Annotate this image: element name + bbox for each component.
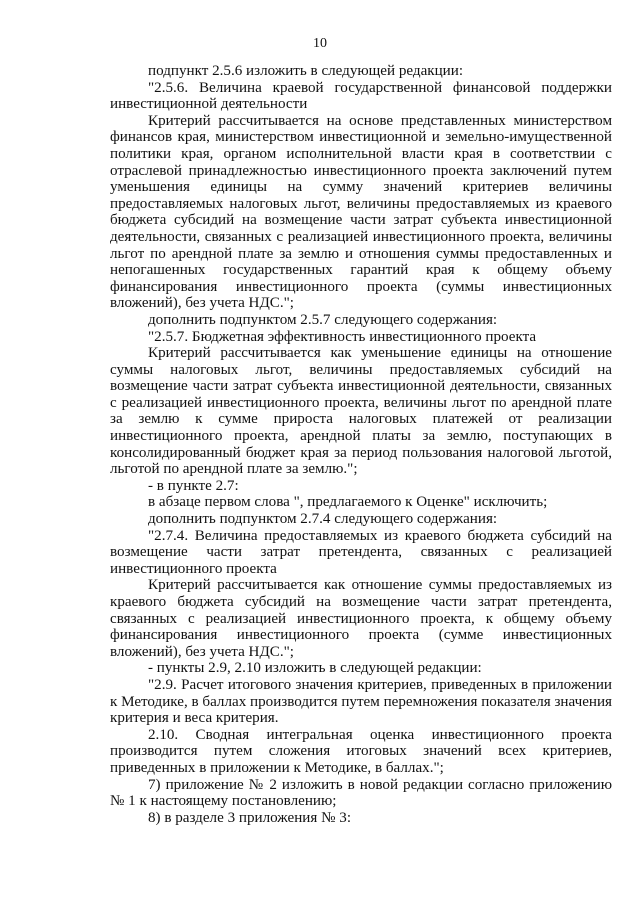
paragraph: дополнить подпунктом 2.5.7 следующего содержания: bbox=[148, 311, 498, 328]
page-number: 10 bbox=[313, 36, 327, 51]
paragraph: 2.10. Сводная интегральная оценка инвестиционного проекта производится путем сложения итоговых значений всех критериев, приведенных в приложении к Методике, в баллах."; bbox=[110, 726, 612, 776]
paragraph: в абзаце первом слова ", предлагаемого к Оценке" исключить; bbox=[148, 494, 548, 511]
paragraph: Критерий рассчитывается как отношение суммы предоставляемых из краевого бюджета субсидий на возмещение части затрат претендента, связанных с реализацией инвестиционного проекта, к общему объему финансирования инвестиционного проекта (сумме инвестиционных вложений), без учета НДС."; bbox=[110, 577, 612, 660]
paragraph: "2.5.7. Бюджетная эффективность инвестиционного проекта bbox=[148, 328, 537, 345]
paragraph: "2.9. Расчет итогового значения критериев, приведенных в приложении к Методике, в баллах производится путем перемножения показателя значения критерия и веса критерия. bbox=[110, 676, 612, 727]
document-body bbox=[110, 63, 612, 826]
paragraph: дополнить подпунктом 2.7.4 следующего содержания: bbox=[148, 511, 498, 528]
paragraph: подпункт 2.5.6 изложить в следующей редакции: bbox=[148, 63, 464, 79]
paragraph: Критерий рассчитывается как уменьшение единицы на отношение суммы налоговых льгот, величины предоставляемых субсидий на возмещение части затрат субъекта инвестиционной деятельности, связанных с реализацией инвестиционного проекта, величины льгот по арендной плате за землю к сумме прироста налоговых платежей от реализации инвестиционного проекта, арендной платы за землю, поступающих в консолидированный бюджет края за период пользования налоговой льготой, льготой по арендной плате за землю."; bbox=[110, 345, 612, 478]
paragraph: 7) приложение № 2 изложить в новой редакции согласно приложению № 1 к настоящему постановлению; bbox=[110, 776, 612, 810]
paragraph: "2.5.6. Величина краевой государственной финансовой поддержки инвестиционной деятельности bbox=[110, 79, 612, 113]
paragraph: - пункты 2.9, 2.10 изложить в следующей редакции: bbox=[148, 660, 482, 677]
paragraph: Критерий рассчитывается на основе представленных министерством финансов края, министерством инвестиционной и земельно-имущественной политики края, органом исполнительной власти края в соответствии с отраслевой принадлежностью инвестиционного проекта заключений путем уменьшения единицы на сумму значений критериев величины предоставляемых налоговых льгот, величины предоставляемых из краевого бюджета субсидий на возмещение части затрат субъекта инвестиционной деятельности, связанных с реализацией инвестиционного проекта, величины льгот по арендной плате за землю и отношения суммы предоставленных и непогашенных государственных гарантий края к общему объему финансирования инвестиционного проекта (суммы инвестиционных вложений), без учета НДС."; bbox=[110, 112, 612, 312]
paragraph: - в пункте 2.7: bbox=[148, 477, 239, 494]
paragraph: "2.7.4. Величина предоставляемых из краевого бюджета субсидий на возмещение части затрат претендента, связанных с реализацией инвестиционного проекта bbox=[110, 527, 612, 577]
paragraph: 8) в разделе 3 приложения № 3: bbox=[148, 809, 352, 826]
